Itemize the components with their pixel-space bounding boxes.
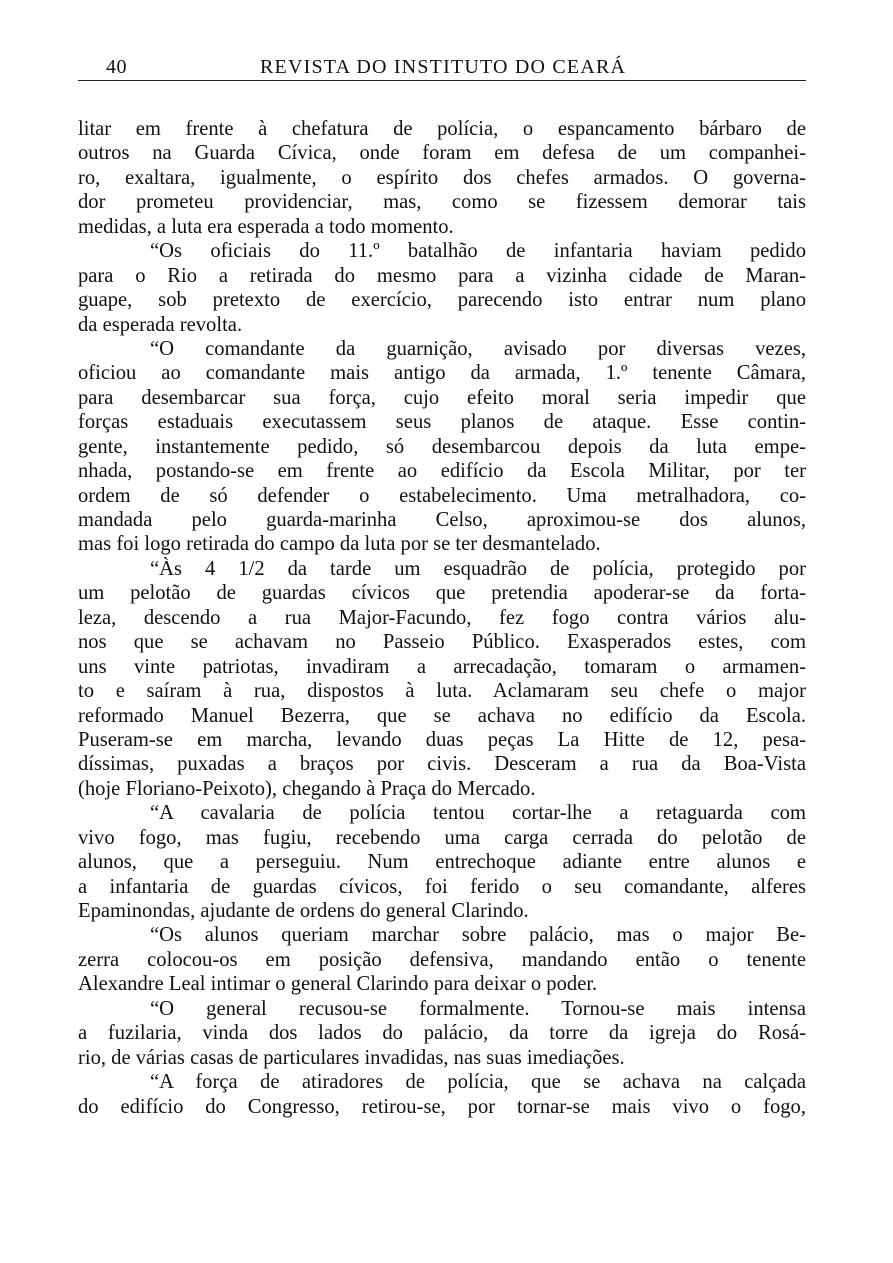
text-line: Puseram-se em marcha, levando duas peças La Hitte de 12, pesa- — [78, 728, 806, 751]
running-header — [78, 50, 806, 81]
journal-title: REVISTA DO INSTITUTO DO CEARÁ — [260, 56, 627, 78]
text-line: mas foi logo retirada do campo da luta por se ter desmantelado. — [78, 533, 601, 556]
text-line: alunos, que a perseguiu. Num entrechoque adiante entre alunos e — [78, 851, 806, 874]
paragraph-first-line: “Os alunos queriam marchar sobre palácio, mas o major Be- — [150, 924, 806, 947]
text-line: medidas, a luta era esperada a todo momento. — [78, 215, 454, 238]
text-line: oficiou ao comandante mais antigo da armada, 1.º tenente Câmara, — [78, 362, 806, 385]
text-line: rio, de várias casas de particulares invadidas, nas suas imediações. — [78, 1046, 625, 1069]
paragraph-first-line: “Às 4 1/2 da tarde um esquadrão de polícia, protegido por — [150, 557, 806, 580]
text-line: nhada, postando-se em frente ao edifício da Escola Militar, por ter — [78, 460, 806, 483]
text-line: nos que se achavam no Passeio Público. Exasperados estes, com — [78, 631, 806, 654]
text-line: para desembarcar sua força, cujo efeito moral seria impedir que — [78, 386, 806, 409]
text-line: dor prometeu providenciar, mas, como se fizessem demorar tais — [78, 191, 806, 214]
paragraph-first-line: “Os oficiais do 11.º batalhão de infantaria haviam pedido — [150, 240, 806, 263]
text-line: para o Rio a retirada do mesmo para a vizinha cidade de Maran- — [78, 264, 806, 287]
text-line: outros na Guarda Cívica, onde foram em defesa de um companhei- — [78, 142, 806, 165]
text-line: ordem de só defender o estabelecimento. Uma metralhadora, co- — [78, 484, 806, 507]
text-line: gente, instantemente pedido, só desembarcou depois da luta empe- — [78, 435, 806, 458]
text-line: um pelotão de guardas cívicos que pretendia apoderar-se da forta- — [78, 582, 806, 605]
text-line: (hoje Floriano-Peixoto), chegando à Praça do Mercado. — [78, 777, 536, 800]
text-line: a infantaria de guardas cívicos, foi ferido o seu comandante, alferes — [78, 875, 806, 898]
text-line: leza, descendo a rua Major-Facundo, fez fogo contra vários alu- — [78, 606, 806, 629]
text-line: ro, exaltara, igualmente, o espírito dos chefes armados. O governa- — [78, 166, 806, 189]
page-number: 40 — [106, 56, 127, 78]
text-line: zerra colocou-os em posição defensiva, mandando então o tenente — [78, 948, 806, 971]
text-line: vivo fogo, mas fugiu, recebendo uma carga cerrada do pelotão de — [78, 826, 806, 849]
text-line: a fuzilaria, vinda dos lados do palácio, da torre da igreja do Rosá- — [78, 1022, 806, 1045]
text-line: Epaminondas, ajudante de ordens do general Clarindo. — [78, 900, 529, 922]
text-line: to e saíram à rua, dispostos à luta. Aclamaram seu chefe o major — [78, 680, 806, 703]
paragraph-first-line: “A cavalaria de polícia tentou cortar-lhe a retaguarda com — [150, 802, 806, 825]
text-line: mandada pelo guarda-marinha Celso, aproximou-se dos alunos, — [78, 509, 806, 531]
text-line: do edifício do Congresso, retirou-se, por tornar-se mais vivo o fogo, — [78, 1095, 806, 1118]
paragraph-first-line: “O comandante da guarnição, avisado por diversas vezes, — [150, 337, 806, 360]
text-line: da esperada revolta. — [78, 313, 243, 336]
paragraph-first-line: “O general recusou-se formalmente. Tornou-se mais intensa — [150, 997, 806, 1020]
body-text — [78, 117, 806, 1119]
paragraph-first-line: “A força de atiradores de polícia, que se achava na calçada — [150, 1071, 806, 1094]
text-line: uns vinte patriotas, invadiram a arrecadação, tomaram o armamen- — [78, 655, 806, 678]
text-line: litar em frente à chefatura de polícia, o espancamento bárbaro de — [78, 118, 806, 140]
text-line: díssimas, puxadas a braços por civis. Desceram a rua da Boa-Vista — [78, 753, 806, 776]
text-line: Alexandre Leal intimar o general Clarindo para deixar o poder. — [78, 973, 598, 996]
text-line: guape, sob pretexto de exercício, parecendo isto entrar num plano — [78, 289, 806, 312]
text-line: reformado Manuel Bezerra, que se achava no edifício da Escola. — [78, 704, 806, 727]
text-line: forças estaduais executassem seus planos de ataque. Esse contin- — [78, 411, 806, 434]
